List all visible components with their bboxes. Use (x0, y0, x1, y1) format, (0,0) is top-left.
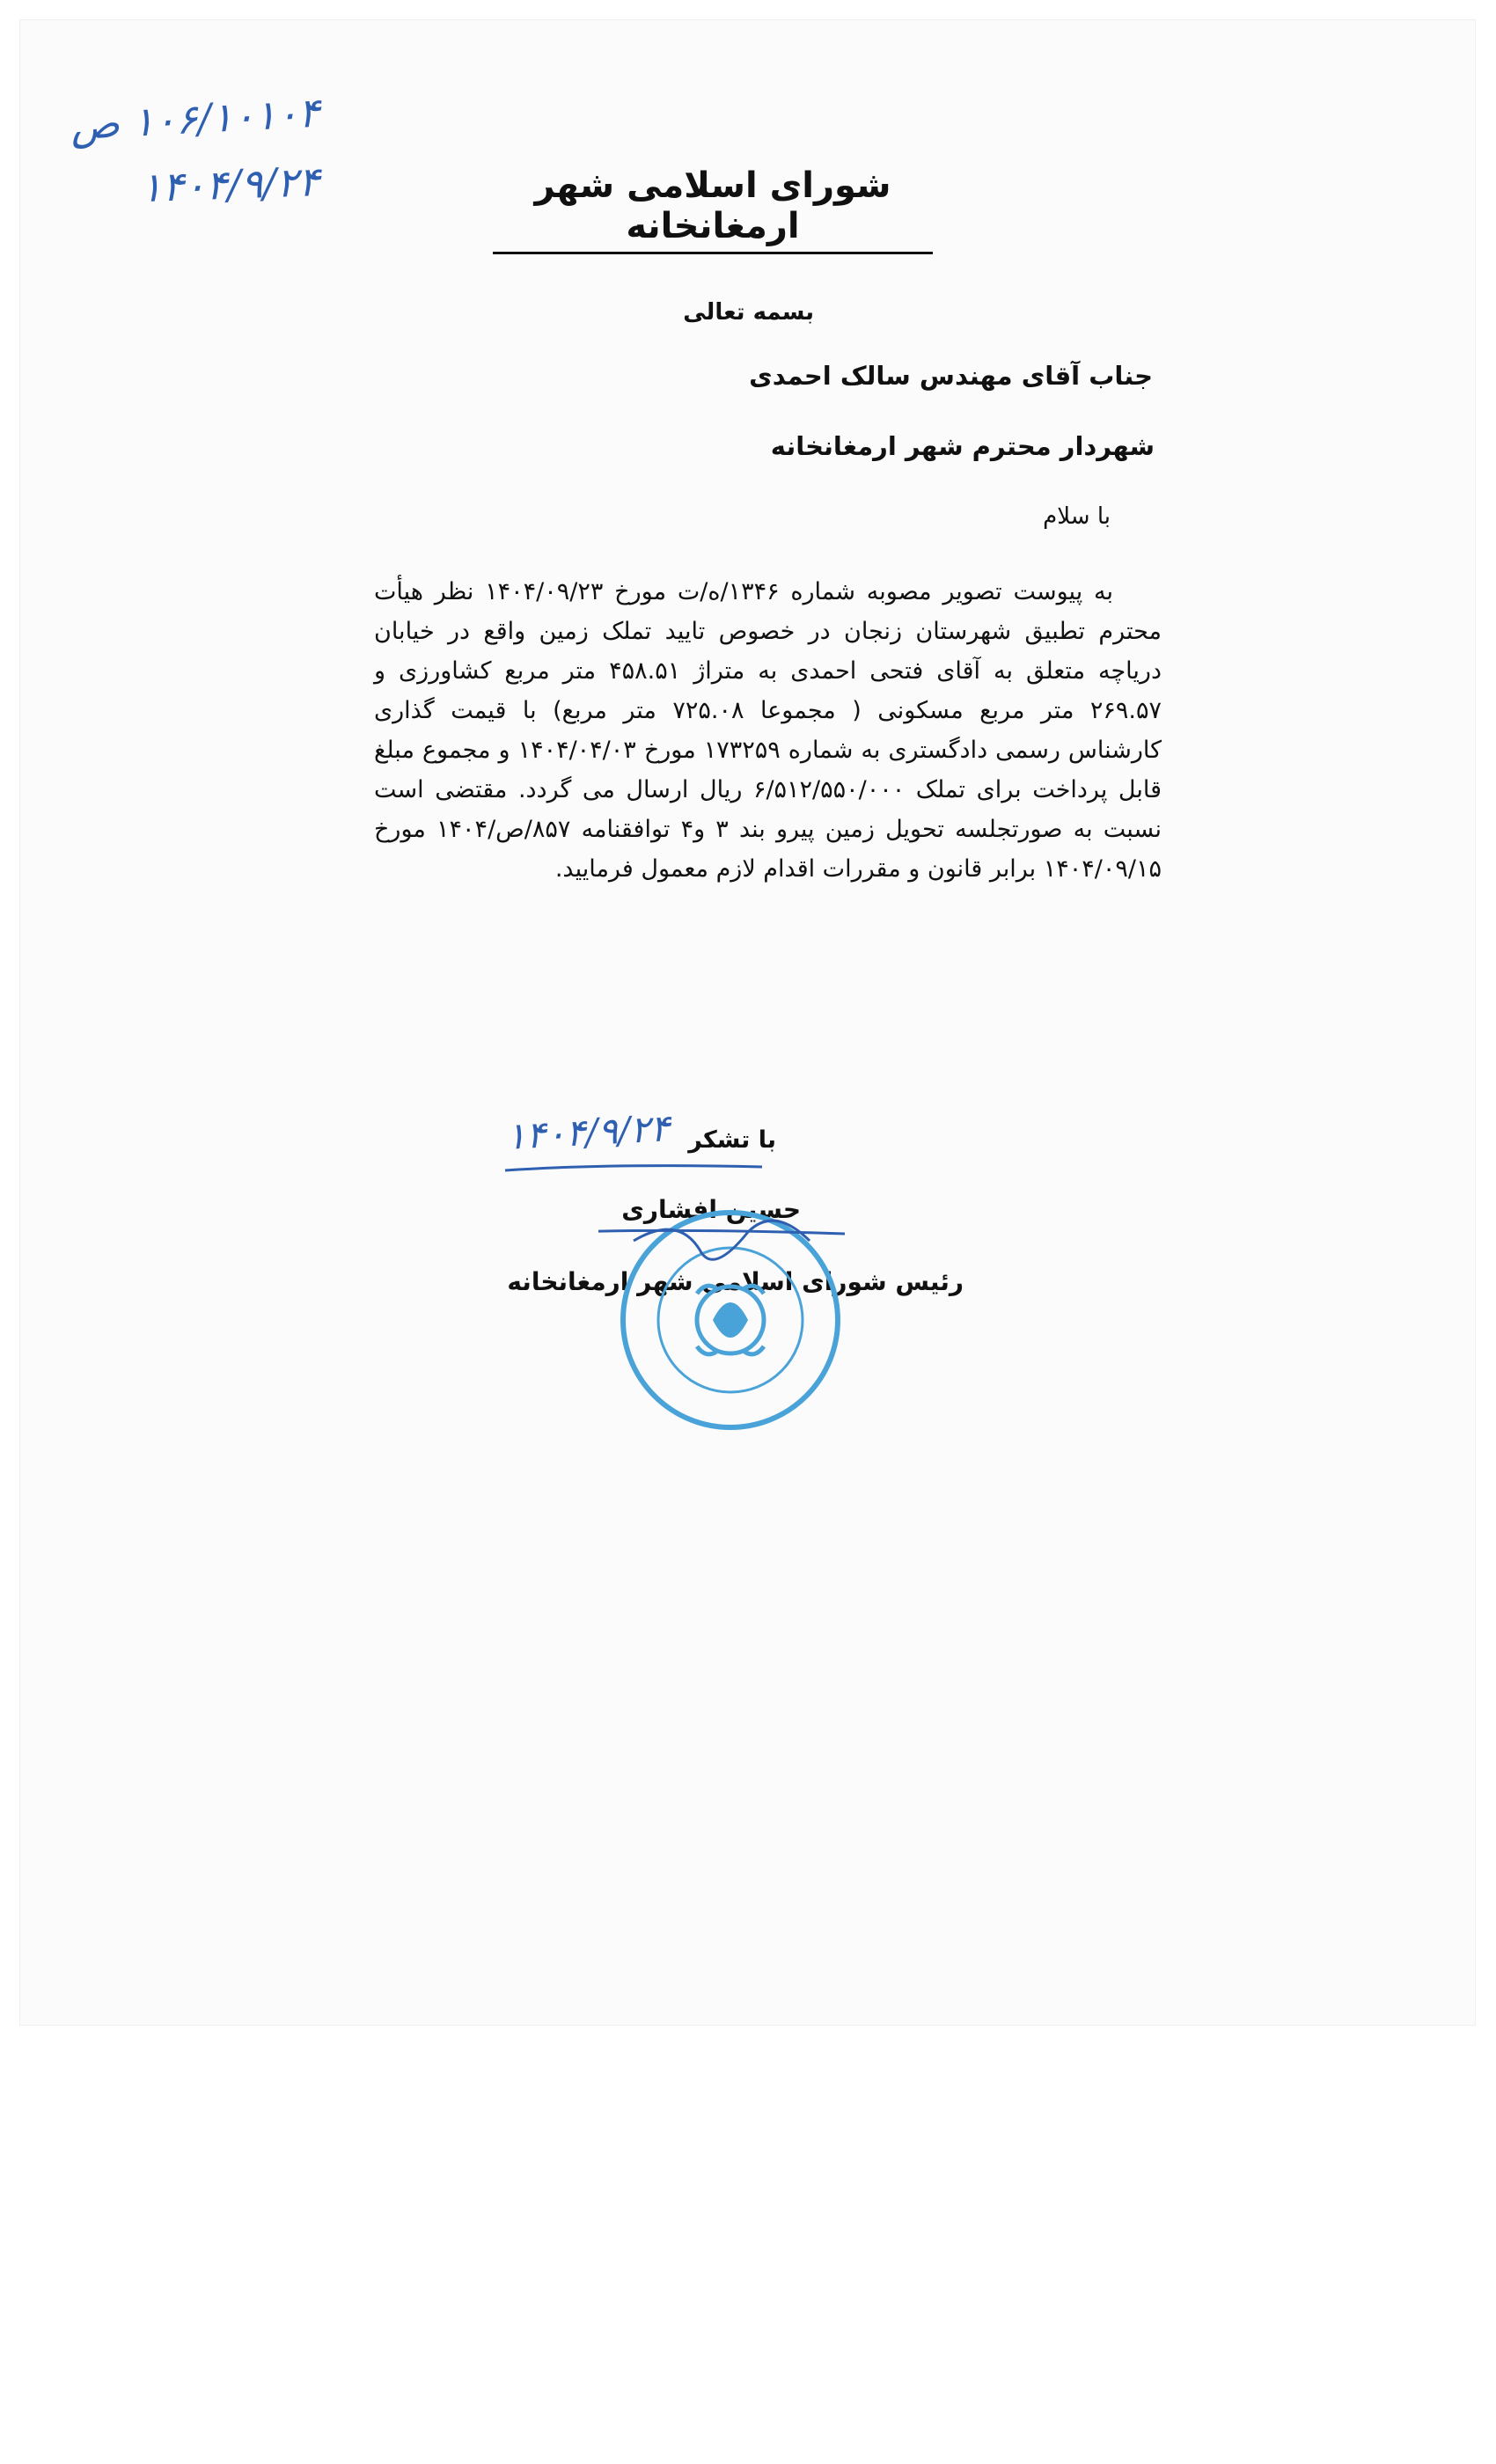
handwritten-letter-number: ۱۰۶/۱۰۱۰۴ ص (69, 88, 321, 150)
official-stamp (598, 1179, 862, 1443)
addressee-position: شهردار محترم شهر ارمغانخانه (770, 431, 1155, 461)
handwritten-letter-date: ۱۴۰۴/۹/۲۴ (139, 158, 321, 212)
handwritten-signature-date: ۱۴۰۴/۹/۲۴ (504, 1106, 671, 1158)
addressee-name: جناب آقای مهندس سالک احمدی (749, 361, 1153, 391)
signer-position: رئیس شورای اسلامی شهر ارمغانخانه (507, 1267, 964, 1296)
closing: با تشکر (688, 1126, 776, 1154)
council-title: شورای اسلامی شهر ارمغانخانه (493, 165, 933, 254)
signature-stroke (598, 1230, 845, 1234)
basmala: بسمه تعالی (683, 299, 814, 326)
body-paragraph: به پیوست تصویر مصوبه شماره ۱۳۴۶/ه/ت مورخ ۱۴۰۴/۰۹/۲۳ نظر هیأت محترم تطبیق شهرستان زنجان در خصوص تایید تملک زمین واقع در خیابان دریاچه متعلق به آقای فتحی احمدی به متراژ ۴۵۸.۵۱ متر مربع کشاورزی و ۲۶۹.۵۷ متر مربع مسکونی ( مجموعا ۷۲۵.۰۸ متر مربع) با قیمت گذاری کارشناس رسمی دادگستری به شماره ۱۷۳۲۵۹ مورخ ۱۴۰۴/۰۴/۰۳ و مجموع مبلغ قابل پرداخت برای تملک ۶/۵۱۲/۵۵۰/۰۰۰ ریال ارسال می گردد. مقتضی است نسبت به صورتجلسه تحویل زمین پیرو بند ۳ و۴ توافقنامه ۸۵۷/ص/۱۴۰۴ مورخ ۱۴۰۴/۰۹/۱۵ برابر قانون و مقررات اقدام لازم معمول فرمایید. (374, 578, 1162, 883)
letter-body (374, 572, 1162, 889)
greeting: با سلام (1043, 503, 1111, 530)
emblem-icon (697, 1286, 764, 1354)
signer-name: حسین افشاری (621, 1195, 801, 1224)
